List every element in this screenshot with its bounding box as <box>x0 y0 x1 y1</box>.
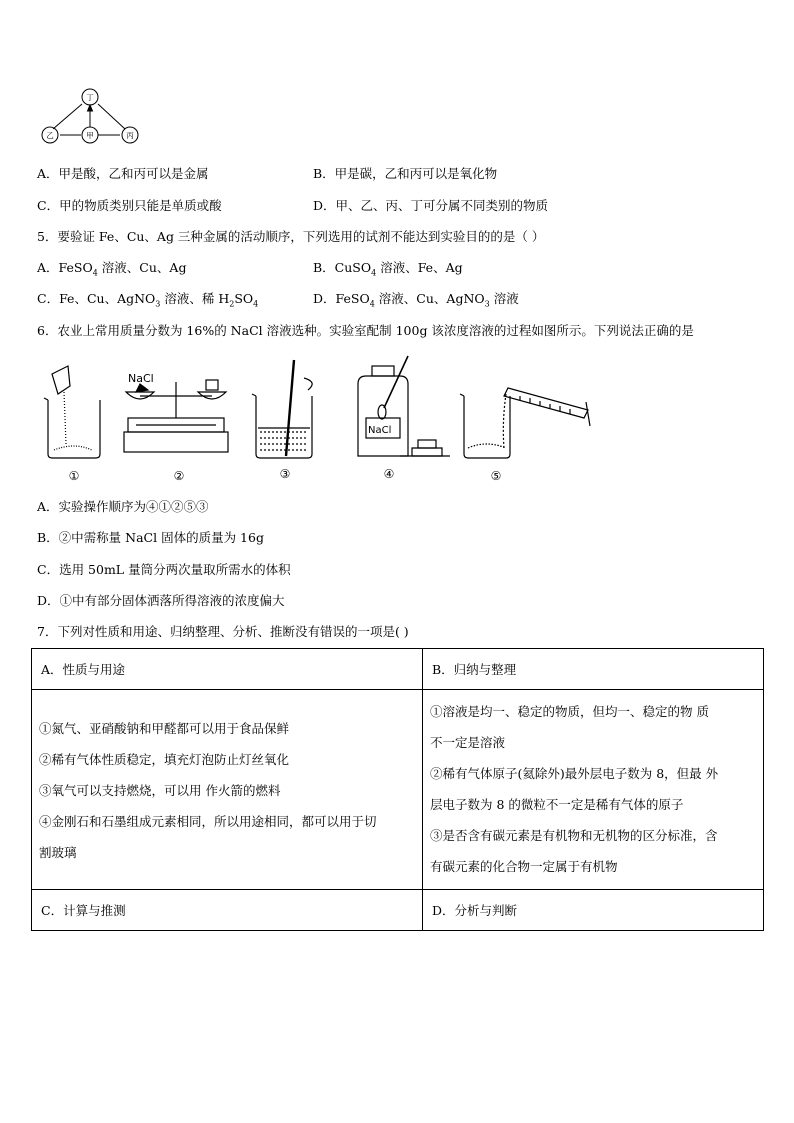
q7-a-line: ④金刚石和石墨组成元素相同，所以用途相同，都可以用于切 <box>39 814 377 829</box>
q7-b-line: ①溶液是均一、稳定的物质，但均一、稳定的物 质 <box>430 704 709 719</box>
q7-a-line: ③氧气可以支持燃烧，可以用 作火箭的燃料 <box>39 783 281 798</box>
q6-option-c: C．选用 50mL 量筒分两次量取所需水的体积 <box>37 562 291 577</box>
node-bing-label: 丙 <box>126 131 134 140</box>
step3-beaker-stirring <box>252 360 312 458</box>
step2-number: ② <box>173 469 185 483</box>
q5-stem: 5．要验证 Fe、Cu、Ag 三种金属的活动顺序，下列选用的试剂不能达到实验目的的是（ ） <box>37 229 545 244</box>
q5-option-b: B．CuSO$_4$ 溶液、Fe、Ag <box>313 260 463 278</box>
q7-a-line: ①氮气、亚硝酸钠和甲醛都可以用于食品保鲜 <box>39 721 290 736</box>
q7-b-line: 不一定是溶液 <box>430 735 506 750</box>
q6-option-a: A．实验操作顺序为④①②⑤③ <box>37 499 209 514</box>
q6-option-d: D．①中有部分固体洒落所得溶液的浓度偏大 <box>37 593 285 608</box>
q7-cell-d-head: D．分析与判断 <box>423 890 764 931</box>
q7-options-table <box>31 648 764 931</box>
solution-preparation-figure <box>36 352 596 487</box>
balance-nacl-label: NaCl <box>128 372 154 385</box>
q7-b-line: 层电子数为 8 的微粒不一定是稀有气体的原子 <box>430 797 684 812</box>
q4-option-a: A．甲是酸，乙和丙可以是金属 <box>37 166 209 181</box>
node-jia-label: 甲 <box>86 131 94 140</box>
line-ding-bing <box>98 104 125 129</box>
q7-b-line: ②稀有气体原子(氦除外)最外层电子数为 8，但最 外 <box>430 766 719 781</box>
q7-cell-a-body <box>32 690 423 890</box>
jar-nacl-label: NaCl <box>368 425 392 436</box>
substance-relation-diagram <box>36 84 146 150</box>
q7-b-line: ③是否含有碳元素是有机物和无机物的区分标准，含 <box>430 828 718 843</box>
step1-number: ① <box>68 469 80 483</box>
step2-balance <box>124 380 228 452</box>
q7-stem: 7．下列对性质和用途、归纳整理、分析、推断没有错误的一项是( ) <box>37 624 409 639</box>
q4-option-d: D．甲、乙、丙、丁可分属不同类别的物质 <box>313 198 549 213</box>
q6-option-b: B．②中需称量 NaCl 固体的质量为 16g <box>37 530 264 545</box>
q7-cell-b-body <box>423 690 764 890</box>
arrow-head <box>88 105 93 111</box>
node-ding-label: 丁 <box>86 93 94 102</box>
q7-cell-c-head: C．计算与推测 <box>32 890 423 931</box>
step5-cylinder-pouring <box>460 388 590 458</box>
q7-cell-b-head: B．归纳与整理 <box>423 649 764 690</box>
q5-option-a: A．FeSO$_4$ 溶液、Cu、Ag <box>37 260 187 278</box>
q7-b-line: 有碳元素的化合物一定属于有机物 <box>430 859 618 874</box>
q7-a-line: 割玻璃 <box>39 845 77 860</box>
node-yi-label: 乙 <box>46 131 54 140</box>
q7-a-line: ②稀有气体性质稳定，填充灯泡防止灯丝氧化 <box>39 752 290 767</box>
step5-number: ⑤ <box>490 469 502 483</box>
step3-number: ③ <box>279 467 291 481</box>
step4-number: ④ <box>383 467 395 481</box>
q5-option-c: C．Fe、Cu、AgNO$_3$ 溶液、稀 $H_2SO_4$ <box>37 291 259 309</box>
q6-stem: 6．农业上常用质量分数为 16%的 NaCl 溶液选种。实验室配制 100g 该浓度溶液的过程如图所示。下列说法正确的是 <box>37 323 694 338</box>
step4-reagent-jar <box>358 356 450 456</box>
q4-option-b: B．甲是碳，乙和丙可以是氧化物 <box>313 166 498 181</box>
line-ding-yi <box>53 104 82 129</box>
q5-option-d: D．FeSO$_4$ 溶液、Cu、AgNO$_3$ 溶液 <box>313 291 519 309</box>
q7-cell-a-head: A．性质与用途 <box>32 649 423 690</box>
q4-option-c: C．甲的物质类别只能是单质或酸 <box>37 198 222 213</box>
step1-beaker <box>44 366 100 458</box>
